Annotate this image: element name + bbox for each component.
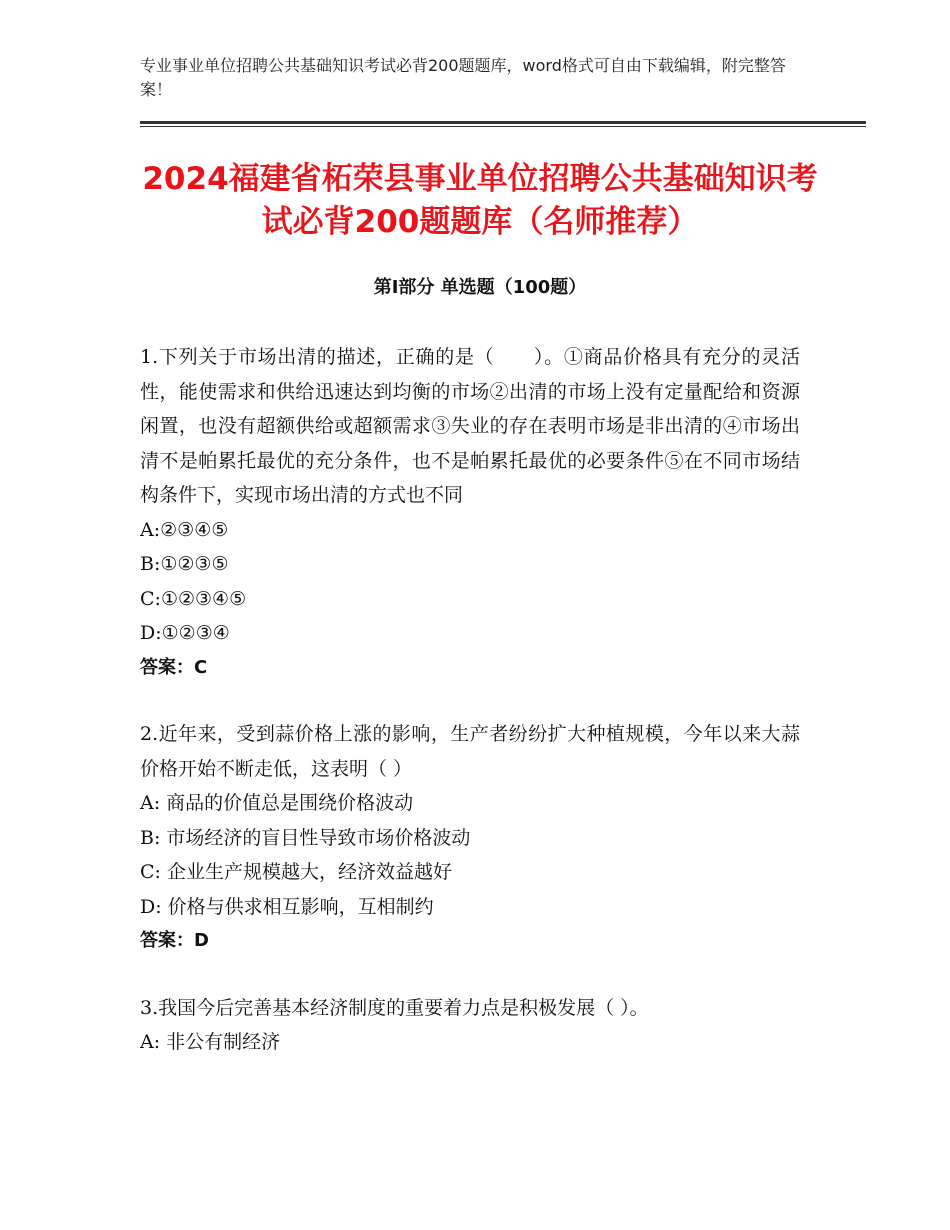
question-stem: 1.下列关于市场出清的描述，正确的是（ ）。①商品价格具有充分的灵活性，能使需求和供给迅速达到均衡的市场②出清的市场上没有定量配给和资源闲置，也没有超额供给或超额需求③失业的存在表明市场是非出清的④市场出清不是帕累托最优的充分条件，也不是帕累托最优的必要条件⑤在不同市场结构条件下，实现市场出清的方式也不同 <box>140 346 800 506</box>
question-3 <box>140 991 800 1060</box>
question-stem: 2.近年来，受到蒜价格上涨的影响，生产者纷纷扩大种植规模，今年以来大蒜价格开始不断走低，这表明（ ） <box>140 723 800 780</box>
question-stem: 3.我国今后完善基本经济制度的重要着力点是积极发展（ ）。 <box>140 996 649 1019</box>
header-divider <box>140 121 866 124</box>
answer-label: 答案：C <box>140 656 208 678</box>
question-list <box>140 340 800 1060</box>
header-note: 专业事业单位招聘公共基础知识考试必背200题题库，word格式可自由下载编辑，附完整答案！ <box>140 56 786 99</box>
document-title: 2024福建省柘荣县事业单位招聘公共基础知识考试必背200题题库（名师推荐） <box>142 161 818 240</box>
question-1 <box>140 340 800 685</box>
answer-label: 答案：D <box>140 930 209 951</box>
option-c: C: 企业生产规模越大，经济效益越好 <box>140 861 452 883</box>
option-b: B:①②③⑤ <box>140 553 229 575</box>
question-spacer <box>140 959 800 991</box>
option-b: B: 市场经济的盲目性导致市场价格波动 <box>140 826 471 849</box>
option-d: D: 价格与供求相互影响，互相制约 <box>140 895 434 918</box>
section-title: 第Ⅰ部分 单选题（100题） <box>373 277 587 298</box>
header-divider-thin <box>140 126 866 127</box>
option-c: C:①②③④⑤ <box>140 587 247 610</box>
option-d: D:①②③④ <box>140 622 230 644</box>
option-a: A: 商品的价值总是围绕价格波动 <box>140 792 414 814</box>
option-a: A:②③④⑤ <box>140 518 229 541</box>
question-spacer <box>140 685 800 717</box>
option-a: A: 非公有制经济 <box>140 1031 281 1053</box>
question-2 <box>140 717 800 959</box>
